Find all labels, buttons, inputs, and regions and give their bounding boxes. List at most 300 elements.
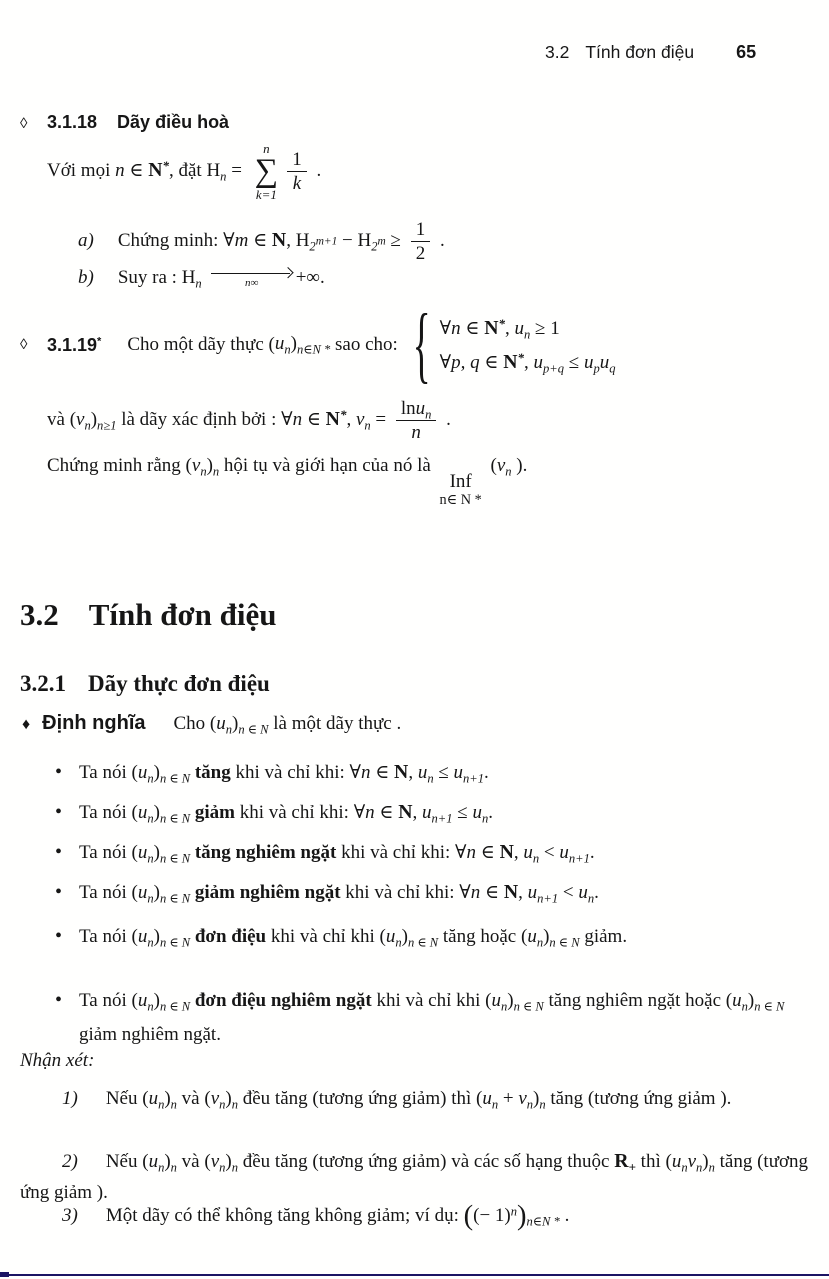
text-run: $v_n$ [210,1151,226,1175]
text-run: thì ( [635,1151,672,1172]
text-run: , đặt [168,159,207,181]
text-run: ) [517,1200,527,1232]
subscript: n [212,464,220,479]
subscript: n [170,1097,177,1112]
subscript: n+1 [463,771,485,786]
text-run: $u_q$ [599,351,616,375]
text-run: m [234,230,249,252]
text-run: 1 [415,219,426,240]
subscript: n [219,1160,226,1175]
subscript: n ∈ N [549,935,580,950]
subscript: n∈N * [296,342,331,357]
text-run: $v_n$ [191,455,207,479]
subscript: n ∈ N [159,771,191,786]
text-run: và ( [176,1088,211,1109]
text-run: , [513,842,524,863]
fraction [287,149,307,195]
summation-upper-limit: n [263,141,270,156]
subscript: n [158,1160,165,1175]
text-run: N [394,761,409,783]
subscript: n+1 [568,851,590,866]
remark-item-number: 1) [62,1088,78,1109]
inf-operator [440,472,482,508]
text-run: Nếu ( [105,1088,149,1109]
subscript: p+q [543,360,564,375]
text-run: N* [325,407,347,431]
text-run: Ta nói ( [79,762,138,783]
subscript: n∈N * [526,1214,560,1229]
text-run: là một dãy thực . [268,713,402,734]
fraction-denominator [416,242,426,264]
superscript: * [498,315,505,331]
text-run: )$_n$ [206,455,220,479]
text-run: . [488,802,493,823]
text-run: )$_{n \in N}$ [747,990,785,1014]
fraction-denominator [411,421,421,443]
text-run: 2 [415,243,426,265]
text-run: < [539,842,560,863]
subscript: n [481,811,489,826]
superscript: * [517,349,524,365]
text-run: đơn điệu [194,926,267,947]
subscript: n [84,418,91,433]
section-heading [20,597,277,633]
text-run: $u_n$ [578,882,595,906]
text-run: , [518,882,528,903]
text-run: Ta nói ( [79,842,138,863]
text-run: )$_{n \in N}$ [153,842,191,866]
subscript: n [147,999,154,1014]
text-run: . [484,762,489,783]
bullet-icon: • [55,881,63,903]
text-run: n [115,159,125,181]
text-run: $u_{n+1}$ [453,762,485,786]
text-run: đơn điệu nghiêm ngặt [194,990,372,1011]
text-run: Ta nói ( [79,990,138,1011]
text-run: ∈ [370,762,395,783]
text-run: n [466,842,477,863]
remark-item-1 [20,1083,814,1114]
subscript: n [500,999,508,1014]
subscript: n [170,1160,177,1175]
bullet-icon: • [55,801,63,823]
text-run: khi và chỉ khi: ∀ [234,802,366,823]
subscript: n [526,1097,534,1112]
subscript: n [681,1160,688,1175]
text-run: $u_n$ [137,842,154,866]
bullet-icon: • [55,989,63,1011]
text-run: = [226,159,247,181]
subsection-heading [20,671,270,697]
remark-item-text [105,1088,732,1112]
text-run: là dãy xác định bởi : ∀ [116,409,293,431]
limit-arrow [211,268,293,289]
text-run: . [594,882,599,903]
text-run: Với mọi [47,159,116,181]
text-run: N [503,881,519,903]
fraction [396,398,437,444]
text-run: . [559,1205,570,1226]
text-run [526,1205,560,1229]
text-run: < [558,882,579,903]
text-run: $u_n$ [137,926,154,950]
problem-3-1-19-intro [127,296,616,392]
part-a-label: a) [78,230,94,252]
problem-number-text: 3.1.19 [47,334,98,355]
text-run: N [271,229,287,252]
text-run: ∈ [476,842,500,863]
text-run: , [524,351,534,373]
text-run: )$_{n\in N *}$ [290,333,331,357]
subscript: n ∈ N [159,935,191,950]
text-run: $u_n$ [417,762,434,786]
subscript: n [532,851,540,866]
text-run: N* [484,315,505,339]
text-run: + [498,1088,519,1109]
text-run: $u_n$ [527,926,544,950]
subscript: n [395,935,402,950]
text-run: ∈ [374,802,399,823]
text-run: − [337,230,358,252]
problem-3-1-19-line2 [47,398,451,444]
subscript: n [741,999,748,1014]
inf-label: Inf [449,471,472,492]
bullet-text [79,801,493,824]
text-run: , [346,409,356,431]
section-title: Tính đơn điệu [88,597,277,632]
text-run: )$_{n \in N}$ [153,762,191,786]
problem-3-1-18-heading [20,112,229,133]
problem-number [47,335,101,356]
text-run: n [292,409,303,431]
text-run: (− 1)$^n$ [473,1204,518,1226]
subsection-title: Dãy thực đơn điệu [88,671,270,696]
text-run: $u_{p+q}$ [533,351,564,375]
bullet-text [79,881,599,904]
remark-label: Nhận xét: [20,1050,95,1071]
subscript: n [284,342,291,357]
text-run: $u_n$ [523,842,540,866]
text-run: $u_n$ [137,762,154,786]
bullet-icon: • [55,841,63,863]
problem-3-1-18-part-b [78,267,325,289]
superscript: * [162,158,169,173]
text-run: khi và chỉ khi: ∀ [340,882,471,903]
text-run: và [47,409,70,431]
text-run: )$_{n \in N}$ [153,926,191,950]
subscript: 2 [371,239,378,254]
text-run: $u_n$ [385,926,402,950]
text-run: tăng (tương ứng giảm ). [20,1151,809,1203]
bullet-text [79,841,595,864]
subscript: n [708,1160,715,1175]
text-run: ≥ [385,230,406,252]
subscript: n ∈ N [513,999,544,1014]
text-run: giảm nghiêm ngặt. [79,1024,221,1045]
text-run: $u_n$ [415,398,432,422]
text-run: ( [268,333,275,355]
problem-3-1-18-intro [47,142,321,201]
text-run: $u_{n+1}$ [559,842,590,866]
text-run: , [408,762,418,783]
text-run: $H_n$ [181,267,202,291]
subscript: n+1 [537,891,559,906]
text-run: $u_n$ [732,990,748,1014]
text-run: ≤ [433,762,454,783]
text-run: $u_n$ [137,882,154,906]
bullet-icon: • [55,925,63,947]
superscript: * [339,407,347,423]
text-run: . [311,159,322,181]
text-run: ln [400,398,416,419]
text-run: N [499,841,514,863]
text-run: +∞. [295,267,325,288]
bullet-item-tang [55,761,489,784]
diamond-filled-icon: ♦ [22,716,31,733]
text-run: $u_n$ [274,333,291,357]
subscript: n [427,771,434,786]
arrow-label: n∞ [245,277,259,290]
text-run: đều tăng (tương ứng giảm) thì ( [237,1088,483,1109]
running-header [545,42,756,63]
text-run: tăng nghiêm ngặt hoặc ( [543,990,733,1011]
text-run: Ta nói ( [79,882,138,903]
bullet-icon: • [55,761,63,783]
remark-item-3 [20,1200,814,1231]
summation-lower-limit: k=1 [255,187,277,202]
text-run: )$_{n \in N}$ [401,926,439,950]
text-run: ∈ [479,351,504,373]
fraction-numerator [396,398,437,421]
bullet-item-giam-nghiem-ngat [55,881,599,904]
text-run: )$_n$ [702,1151,715,1175]
text-run: ≤ [564,351,584,373]
part-a-statement [117,219,445,265]
subscript: n ∈ N [159,891,191,906]
text-run: tăng [194,762,231,783]
subscript: 2 [309,239,316,254]
text-run: ( [463,1200,474,1232]
section-number: 3.2 [20,597,59,632]
subscript: n≥1 [97,418,117,433]
problem-3-1-19-line3 [47,455,527,508]
diamond-outline-icon: ◊ [20,336,28,353]
text-run: N* [148,158,169,181]
remark-item-number: 3) [62,1205,78,1226]
text-run: p, q [451,351,480,373]
text-run: )$_{n \in N}$ [507,990,544,1014]
text-run: . [441,409,451,431]
subscript: n ∈ N [407,935,439,950]
text-run: $u_p$ [583,351,600,375]
subscript: n ∈ N [754,999,785,1014]
part-b-statement [117,267,325,291]
text-run: và ( [176,1151,211,1172]
subscript: n [225,722,233,737]
text-run: $u_n$ [148,1151,165,1175]
text-run: Ta nói ( [79,802,138,823]
subscript: n ∈ N [159,851,191,866]
part-b-label: b) [78,267,94,288]
text-run: Chứng minh rằng ( [47,455,192,476]
text-run: $H_n$ [206,159,227,184]
text-run: , [412,802,423,823]
remark-item-2 [20,1146,814,1208]
subscript: n [158,1097,165,1112]
text-run: $u_{n+1}$ [527,882,559,906]
text-run: ∀ [439,351,452,373]
text-run: khi và chỉ khi ( [371,990,492,1011]
subscript: q [609,360,616,375]
text-run: khi và chỉ khi ( [266,926,386,947]
bullet-item-don-dieu [55,921,791,952]
fraction-numerator [411,219,431,242]
text-run: ). [511,455,528,476]
subsection-number: 3.2.1 [20,671,66,696]
subscript: n [231,1160,238,1175]
text-run: sao cho: [330,333,403,355]
subscript: n ∈ N [238,722,269,737]
subscript: n [147,771,154,786]
text-run: ≥ 1 [530,317,560,339]
fraction-denominator [293,172,301,194]
problem-number: 3.1.18 [47,112,98,132]
text-run: )$_{n \in N}$ [543,926,580,950]
page-number: 65 [736,42,757,62]
scan-edge-rule [0,1274,829,1276]
text-run: $v_n$ [496,455,512,479]
text-run: $u_n$ [137,990,154,1014]
text-run: $u_n$ [491,990,508,1014]
bullet-text [79,921,791,952]
text-run: tăng hoặc ( [438,926,528,947]
subscript: n [147,851,154,866]
bullet-item-giam [55,801,493,824]
text-run: ( [485,455,497,476]
star-marker: * [97,334,102,347]
equation-system [407,296,616,392]
sigma-icon: ∑ [254,153,279,189]
diamond-outline-icon: ◊ [20,116,28,132]
text-run: n [360,762,371,783]
subscript: n [219,1097,226,1112]
header-section-number: 3.2 [545,42,570,62]
text-run: n [451,317,461,339]
text-run: k [292,173,302,194]
subscript: + [628,1159,636,1175]
text-run: . [435,230,445,252]
text-run: ∈ [302,409,326,431]
text-run: $v_n$ [76,409,91,433]
text-run: $v_n$ [355,409,371,433]
system-lines [440,317,616,374]
subscript: n [220,169,227,184]
text-run: , [505,317,515,339]
header-title: Tính đơn điệu [585,42,695,62]
subscript: n [696,1160,703,1175]
text-run: )$_{n \in N}$ [153,990,191,1014]
remark-item-number: 2) [62,1151,78,1172]
text-run: đều tăng (tương ứng giảm) và các số hạng thuộc [237,1151,615,1172]
text-run: ∀ [439,317,452,339]
definition-row [22,712,401,735]
text-run: ∈ [460,317,485,339]
text-run: $v_n$ [210,1088,226,1112]
text-run: $u_n$ [482,1088,499,1112]
text-run: N [398,801,413,823]
text-run: N* [503,349,524,373]
text-run: )$_{n\ge 1}$ [90,409,117,433]
subscript: n [147,811,154,826]
bullet-item-tang-nghiem-ngat [55,841,595,864]
text-run: ∈ [248,230,272,252]
text-run: Nếu ( [105,1151,149,1172]
subscript: n [587,891,595,906]
text-run: )$_n$ [533,1088,546,1112]
summation [255,142,279,201]
subscript: n [425,407,432,422]
bullet-item-don-dieu-nghiem-ngat [55,984,785,1052]
text-run: ≤ [452,802,473,823]
subscript: n [231,1097,238,1112]
text-run: $v_n$ [518,1088,534,1112]
arrow-shaft-icon [211,268,293,278]
text-run: )$_n$ [225,1151,238,1175]
definition-label: Định nghĩa [42,712,146,734]
bullet-text [79,984,785,1052]
subscript: n [539,1097,546,1112]
subscript: n ∈ N [159,999,191,1014]
text-run: khi và chỉ khi: ∀ [230,762,361,783]
text-run: Suy ra : [117,267,182,288]
text-run: )$_{n \in N}$ [232,713,269,737]
text-run: $u_n$ [148,1088,165,1112]
text-run: Cho một dãy thực [127,333,269,355]
text-run: n [411,422,421,444]
text-run: 1 [292,148,302,170]
text-run: giảm nghiêm ngặt [194,882,341,903]
text-run: )$_n$ [164,1151,177,1175]
text-run: , [286,230,296,252]
superscript: n [510,1204,518,1219]
text-run: $u_n$ [472,802,489,826]
text-run: Chứng minh: ∀ [117,230,235,252]
subscript: n [364,418,371,433]
inf-index: n∈ N * [439,491,482,508]
fraction-numerator [287,149,307,172]
text-run: )$_{n \in N}$ [153,802,191,826]
text-run: ∈ [124,159,149,181]
text-run: $u_{n+1}$ [422,802,453,826]
problem-3-1-19-heading [20,296,616,392]
text-run: ∈ [480,882,504,903]
text-run: giảm [194,802,235,823]
text-run: giảm. [579,926,628,947]
system-line [440,317,616,340]
problem-3-1-18-part-a [78,219,445,265]
subscript: n [147,891,154,906]
fraction [411,219,431,265]
remark-item-text [105,1200,570,1232]
problem-title: Dãy điều hoà [117,112,230,132]
text-run: . [589,842,595,863]
left-brace-icon: { [412,296,431,392]
text-run: )$_n$ [225,1088,238,1112]
superscript-on-subscript: m [377,235,386,248]
text-run: Một dãy có thể không tăng không giảm; ví dụ: [105,1205,464,1226]
text-run: tăng (tương ứng giảm ). [545,1088,732,1109]
text-run: $H_2^{m+1}$ [295,230,338,254]
